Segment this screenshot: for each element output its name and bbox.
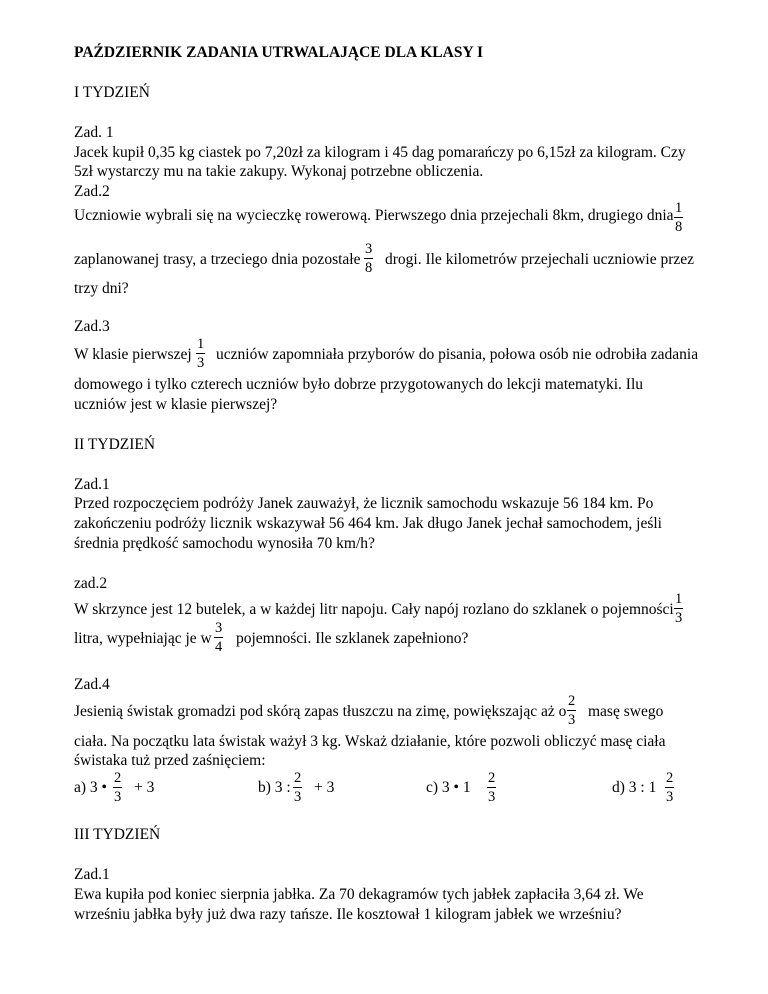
week1-zad2-label: Zad.2 [74, 183, 110, 200]
week1-zad3-line1b: uczniów zapomniała przyborów do pisania, połowa osób nie odrobiła zadania [216, 346, 699, 363]
option-a-fraction: 2 3 [114, 770, 122, 805]
week1-zad3-label: Zad.3 [74, 318, 110, 335]
week1-heading: I TYDZIEŃ [74, 84, 150, 101]
week2-zad4-line3: świstaka tuż przed zaśnięciem: [74, 752, 266, 769]
week1-zad2-line3: trzy dni? [74, 280, 129, 297]
week2-zad1-line1: Przed rozpoczęciem podróży Janek zauważył, że licznik samochodu wskazuje 56 184 km. Po [74, 495, 654, 512]
week2-zad4-line1a: Jesienią świstak gromadzi pod skórą zapas tłuszczu na zimę, powiększając aż o [74, 703, 567, 720]
week1-zad1-line2: 5zł wystarczy mu na takie zakupy. Wykonaj potrzebne obliczenia. [74, 163, 484, 180]
week3-heading: III TYDZIEŃ [74, 826, 161, 843]
week1-zad2-line2b: drogi. Ile kilometrów przejechali uczniowie przez [385, 251, 695, 268]
option-d-prefix: d) 3 : 1 [612, 779, 657, 796]
option-a-prefix: a) 3 • [74, 779, 107, 796]
week1-zad3-line2: domowego i tylko czterech uczniów było dobrze przygotowanych do lekcji matematyki. Ilu [74, 376, 644, 393]
week2-zad4-label: Zad.4 [74, 676, 110, 693]
week1-zad3-line1a: W klasie pierwszej [74, 346, 192, 363]
week3-zad1-line1: Ewa kupiła pod koniec sierpnia jabłka. Za 70 dekagramów tych jabłek zapłaciła 3,64 zł. We [74, 886, 644, 903]
week1-zad1-label: Zad. 1 [74, 124, 114, 141]
week2-zad2-line2b: pojemności. Ile szklanek zapełniono? [236, 630, 469, 647]
week2-zad1-line3: średnia prędkość samochodu wynosiła 70 km/h? [74, 535, 375, 552]
week2-zad2-fraction-1: 1 3 [675, 591, 683, 626]
week2-zad4-line2: ciała. Na początku lata świstak ważył 3 kg. Wskaż działanie, które pozwoli obliczyć masę ciała [74, 733, 666, 750]
week1-zad3-fraction-1: 1 3 [197, 336, 205, 371]
option-d-fraction: 2 3 [666, 770, 674, 805]
week3-zad1-line2: wrześniu jabłka były już dwa razy tańsze. Ile kosztował 1 kilogram jabłek we wrześniu? [74, 906, 622, 923]
week1-zad3-line3: uczniów jest w klasie pierwszej? [74, 396, 278, 413]
week2-zad2-line1: W skrzynce jest 12 butelek, a w każdej litr napoju. Cały napój rozlano do szklanek o pojemności [74, 601, 674, 618]
week2-zad2-fraction-2: 3 4 [215, 620, 223, 655]
week1-zad2-fraction-2: 3 8 [365, 241, 373, 276]
week2-heading: II TYDZIEŃ [74, 436, 156, 453]
week1-zad2-line1: Uczniowie wybrali się na wycieczkę rowerową. Pierwszego dnia przejechali 8km, drugiego dnia [74, 207, 674, 224]
week2-zad1-label: Zad.1 [74, 476, 110, 493]
week2-zad1-line2: zakończeniu podróży licznik wskazywał 56 464 km. Jak długo Janek jechał samochodem, jeśli [74, 515, 662, 532]
option-b-suffix: + 3 [314, 779, 335, 796]
option-a-suffix: + 3 [134, 779, 155, 796]
week1-zad2-fraction-1: 1 8 [675, 200, 683, 235]
option-b-fraction: 2 3 [294, 770, 302, 805]
option-c-fraction: 2 3 [488, 770, 496, 805]
page-title: PAŹDZIERNIK ZADANIA UTRWALAJĄCE DLA KLASY I [74, 44, 483, 61]
week3-zad1-label: Zad.1 [74, 866, 110, 883]
week1-zad2-line2a: zaplanowanej trasy, a trzeciego dnia pozostałe [74, 251, 361, 268]
option-b-prefix: b) 3 : [258, 779, 291, 796]
week2-zad2-label: zad.2 [74, 575, 108, 592]
week2-zad2-line2a: litra, wypełniając je w [74, 630, 212, 647]
week2-zad4-line1b: masę swego [588, 703, 664, 720]
week2-zad4-fraction-1: 2 3 [568, 693, 576, 728]
week1-zad1-line1: Jacek kupił 0,35 kg ciastek po 7,20zł za kilogram i 45 dag pomarańczy po 6,15zł za kilogram. Czy [74, 144, 686, 161]
option-c-prefix: c) 3 • 1 [426, 779, 471, 796]
